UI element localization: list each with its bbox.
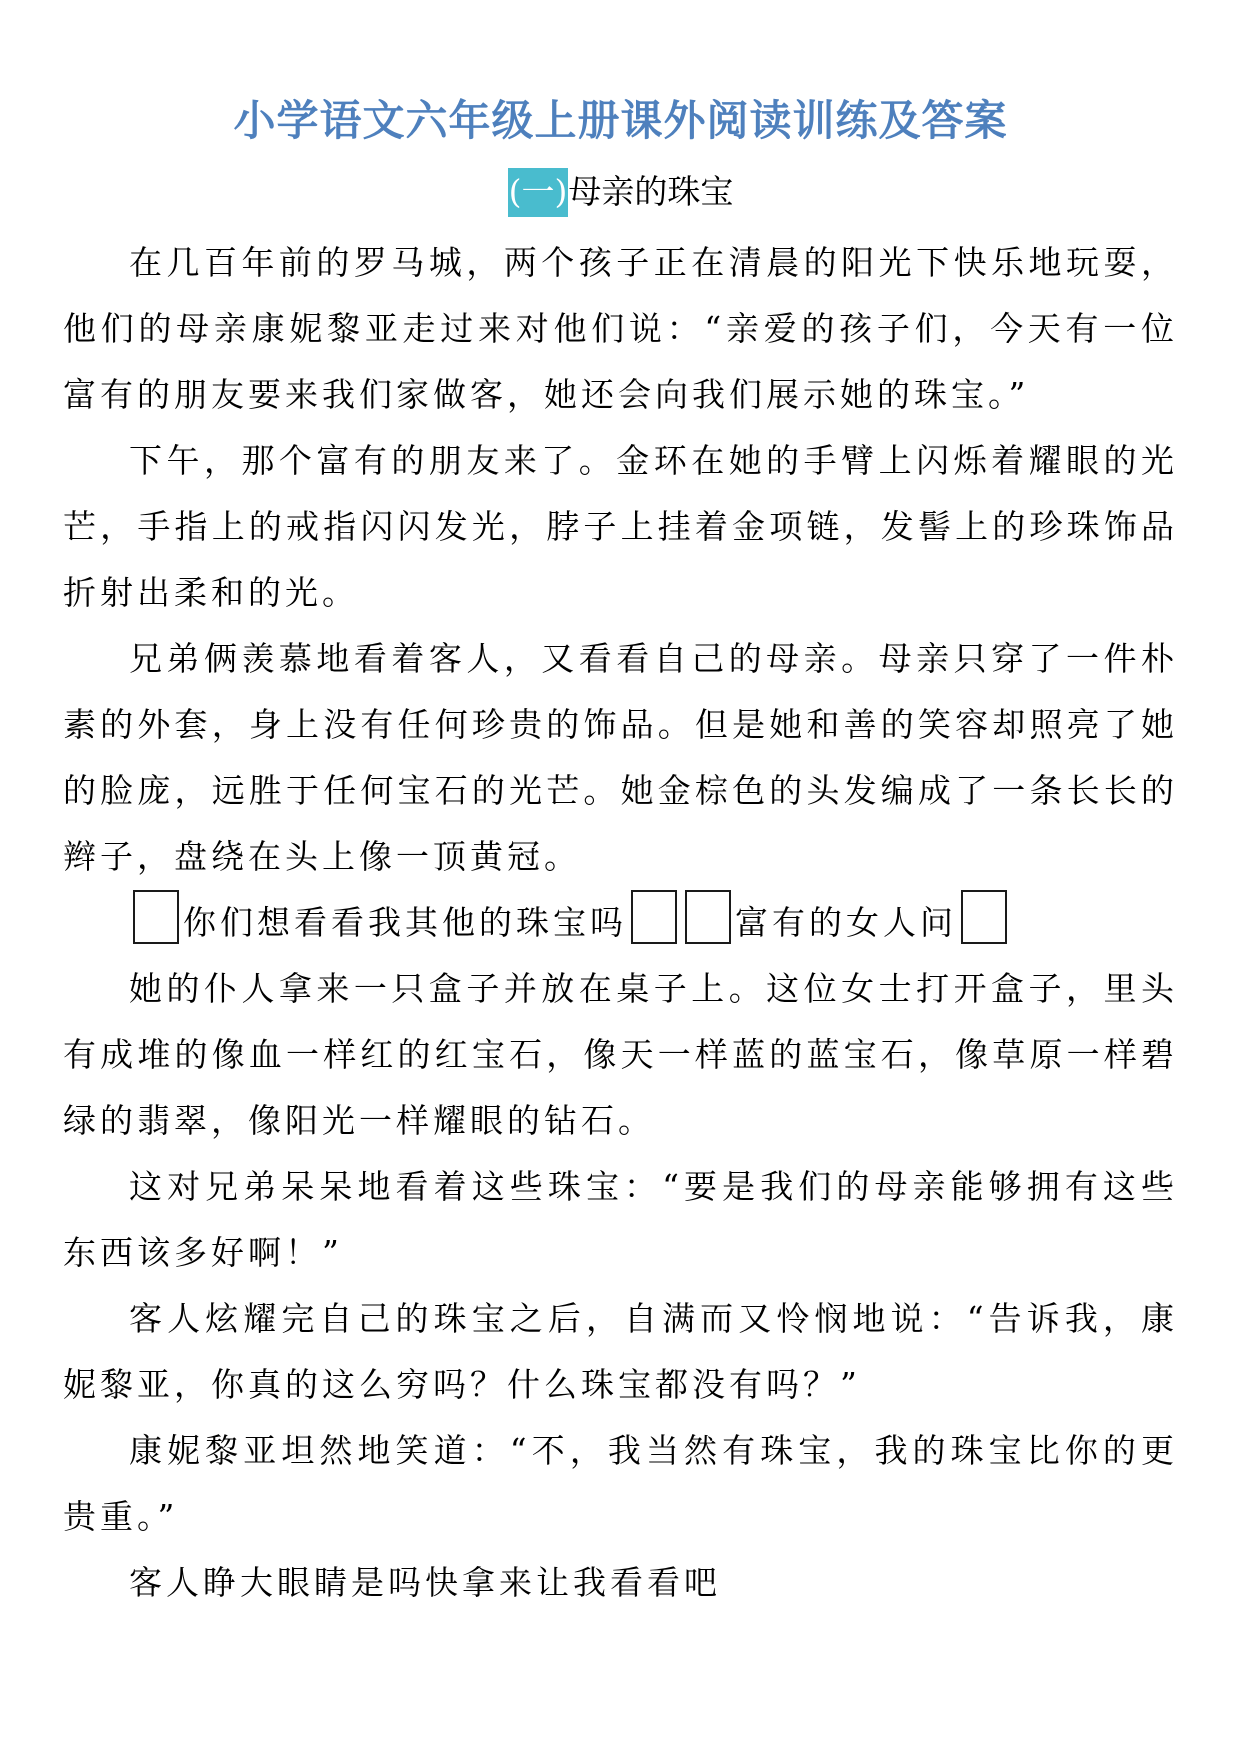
paragraph-text: 下午，那个富有的朋友来了。金环在她的手臂上闪烁着耀眼的光芒，手指上的戒指闪闪发光，脖子上挂着金项链，发髻上的珍珠饰品折射出柔和的光。 — [63, 441, 1178, 612]
paragraph — [63, 890, 1178, 956]
paragraph-text: 她的仆人拿来一只盒子并放在桌子上。这位女士打开盒子，里头有成堆的像血一样红的红宝石，像天一样蓝的蓝宝石，像草原一样碧绿的翡翠，像阳光一样耀眼的钻石。 — [63, 969, 1178, 1140]
paragraph — [63, 1550, 1178, 1616]
article-body — [63, 230, 1178, 1616]
paragraph — [63, 1154, 1178, 1286]
paragraph — [63, 626, 1178, 890]
paragraph-text: 富有的女人问 — [735, 903, 957, 942]
punctuation-fill-box[interactable] — [961, 890, 1007, 944]
punctuation-fill-box[interactable] — [631, 890, 677, 944]
section-number-highlight: (一) — [508, 168, 569, 217]
punctuation-fill-box[interactable] — [685, 890, 731, 944]
paragraph — [63, 230, 1178, 428]
paragraph-text: 在几百年前的罗马城，两个孩子正在清晨的阳光下快乐地玩耍，他们的母亲康妮黎亚走过来对他们说：“亲爱的孩子们，今天有一位富有的朋友要来我们家做客，她还会向我们展示她的珠宝。” — [63, 243, 1178, 414]
paragraph-text: 你们想看看我其他的珠宝吗 — [183, 903, 627, 942]
punctuation-fill-box[interactable] — [133, 890, 179, 944]
paragraph — [63, 1418, 1178, 1550]
paragraph-text: 兄弟俩羡慕地看着客人，又看看自己的母亲。母亲只穿了一件朴素的外套，身上没有任何珍贵的饰品。但是她和善的笑容却照亮了她的脸庞，远胜于任何宝石的光芒。她金棕色的头发编成了一条长长的辫子，盘绕在头上像一顶黄冠。 — [63, 639, 1178, 876]
section-title: 母亲的珠宝 — [568, 172, 734, 211]
section-heading — [63, 166, 1178, 218]
paragraph — [63, 1286, 1178, 1418]
paragraph-text: 康妮黎亚坦然地笑道：“不，我当然有珠宝，我的珠宝比你的更贵重。” — [63, 1431, 1178, 1536]
paragraph-text: 客人炫耀完自己的珠宝之后，自满而又怜悯地说：“告诉我，康妮黎亚，你真的这么穷吗？什么珠宝都没有吗？” — [63, 1299, 1178, 1404]
paragraph — [63, 428, 1178, 626]
paragraph-text: 客人睁大眼睛是吗快拿来让我看看吧 — [129, 1563, 721, 1602]
paragraph — [63, 956, 1178, 1154]
paragraph-text: 这对兄弟呆呆地看着这些珠宝：“要是我们的母亲能够拥有这些东西该多好啊！” — [63, 1167, 1178, 1272]
page-title: 小学语文六年级上册课外阅读训练及答案 — [233, 97, 1008, 144]
